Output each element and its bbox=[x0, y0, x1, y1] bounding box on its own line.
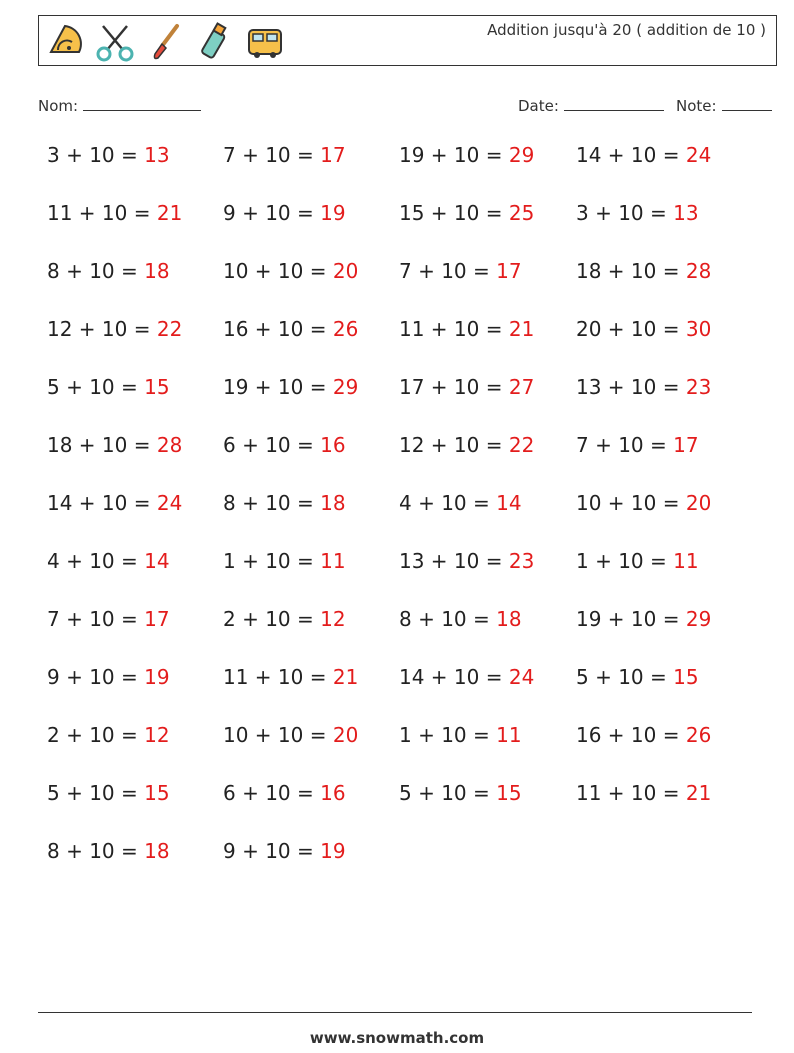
problem bbox=[576, 201, 699, 225]
problem-row bbox=[47, 433, 767, 473]
problem-row bbox=[47, 723, 767, 763]
problem-question: 19 + 10 = bbox=[223, 375, 333, 399]
problem-answer: 19 bbox=[144, 665, 170, 689]
paintbrush-icon bbox=[145, 22, 185, 62]
problem bbox=[576, 723, 711, 747]
problem-answer: 13 bbox=[673, 201, 699, 225]
problem-question: 13 + 10 = bbox=[399, 549, 509, 573]
note-field bbox=[676, 94, 772, 115]
problem-question: 2 + 10 = bbox=[47, 723, 145, 747]
problem bbox=[47, 259, 170, 283]
problem bbox=[576, 491, 711, 515]
problem-question: 10 + 10 = bbox=[576, 491, 686, 515]
problem-question: 5 + 10 = bbox=[399, 781, 497, 805]
problem bbox=[223, 839, 346, 863]
problem-answer: 18 bbox=[144, 839, 170, 863]
problem-question: 8 + 10 = bbox=[223, 491, 321, 515]
problem-answer: 29 bbox=[508, 143, 535, 167]
problem-answer: 27 bbox=[508, 375, 535, 399]
problem-question: 3 + 10 = bbox=[576, 201, 674, 225]
problem bbox=[47, 723, 170, 747]
problem-answer: 30 bbox=[685, 317, 712, 341]
problem-question: 1 + 10 = bbox=[576, 549, 674, 573]
problem-row bbox=[47, 201, 767, 241]
problem bbox=[47, 317, 182, 341]
problem-question: 11 + 10 = bbox=[47, 201, 157, 225]
problem-question: 19 + 10 = bbox=[399, 143, 509, 167]
problem-answer: 24 bbox=[685, 143, 712, 167]
problem-answer: 12 bbox=[144, 723, 170, 747]
problem-question: 1 + 10 = bbox=[399, 723, 497, 747]
problem-question: 20 + 10 = bbox=[576, 317, 686, 341]
problem-row bbox=[47, 549, 767, 589]
problem bbox=[399, 607, 522, 631]
problem-answer: 23 bbox=[685, 375, 712, 399]
problem-answer: 22 bbox=[508, 433, 535, 457]
problem-question: 16 + 10 = bbox=[576, 723, 686, 747]
problem bbox=[47, 665, 170, 689]
problem-row bbox=[47, 665, 767, 705]
problem-question: 9 + 10 = bbox=[223, 201, 321, 225]
problem-question: 16 + 10 = bbox=[223, 317, 333, 341]
note-label: Note: bbox=[676, 97, 717, 115]
problem-answer: 17 bbox=[320, 143, 346, 167]
problem bbox=[223, 723, 358, 747]
problem-answer: 16 bbox=[320, 433, 346, 457]
protractor-icon bbox=[45, 22, 85, 62]
problem-answer: 17 bbox=[496, 259, 522, 283]
problem-answer: 14 bbox=[496, 491, 522, 515]
problem-answer: 17 bbox=[144, 607, 170, 631]
problem-answer: 19 bbox=[320, 839, 346, 863]
problem-question: 1 + 10 = bbox=[223, 549, 321, 573]
problem-answer: 15 bbox=[144, 781, 170, 805]
problem-answer: 11 bbox=[496, 723, 522, 747]
problem bbox=[47, 491, 182, 515]
problem bbox=[47, 201, 182, 225]
problem bbox=[399, 375, 534, 399]
problem bbox=[47, 143, 170, 167]
problem-answer: 28 bbox=[156, 433, 183, 457]
problem bbox=[223, 781, 346, 805]
problem bbox=[223, 259, 358, 283]
problem bbox=[223, 607, 346, 631]
problem bbox=[399, 433, 534, 457]
problem-question: 12 + 10 = bbox=[47, 317, 157, 341]
problem-answer: 20 bbox=[332, 259, 359, 283]
problem bbox=[399, 781, 522, 805]
problem bbox=[399, 201, 534, 225]
problem bbox=[399, 143, 534, 167]
problem-question: 9 + 10 = bbox=[47, 665, 145, 689]
problem-question: 15 + 10 = bbox=[399, 201, 509, 225]
problem-answer: 11 bbox=[320, 549, 346, 573]
problem-question: 7 + 10 = bbox=[223, 143, 321, 167]
problem bbox=[47, 433, 182, 457]
problem-question: 10 + 10 = bbox=[223, 259, 333, 283]
problem-question: 5 + 10 = bbox=[576, 665, 674, 689]
problem-answer: 24 bbox=[508, 665, 535, 689]
problem-row bbox=[47, 143, 767, 183]
problem bbox=[399, 259, 522, 283]
problem-answer: 21 bbox=[156, 201, 183, 225]
worksheet-title: Addition jusqu'à 20 ( addition de 10 ) bbox=[487, 21, 766, 39]
problem-question: 4 + 10 = bbox=[399, 491, 497, 515]
problem-question: 11 + 10 = bbox=[223, 665, 333, 689]
problem bbox=[576, 433, 699, 457]
problem bbox=[576, 549, 699, 573]
problem-row bbox=[47, 259, 767, 299]
problem bbox=[399, 491, 522, 515]
problem-question: 19 + 10 = bbox=[576, 607, 686, 631]
problem-answer: 20 bbox=[685, 491, 712, 515]
date-field bbox=[518, 94, 664, 115]
problem-answer: 21 bbox=[332, 665, 359, 689]
name-blank bbox=[83, 94, 201, 111]
problem bbox=[223, 549, 346, 573]
problem bbox=[47, 607, 170, 631]
problem-row bbox=[47, 781, 767, 821]
problem-answer: 29 bbox=[332, 375, 359, 399]
name-field bbox=[38, 94, 201, 115]
problem-answer: 18 bbox=[144, 259, 170, 283]
problem bbox=[576, 607, 711, 631]
problem-row bbox=[47, 839, 767, 879]
school-bus-icon bbox=[245, 22, 285, 62]
problem bbox=[47, 549, 170, 573]
problem-question: 8 + 10 = bbox=[47, 259, 145, 283]
highlighter-icon bbox=[195, 22, 235, 62]
problem-question: 11 + 10 = bbox=[399, 317, 509, 341]
problem-question: 8 + 10 = bbox=[47, 839, 145, 863]
problem-row bbox=[47, 375, 767, 415]
problem bbox=[223, 317, 358, 341]
problem bbox=[399, 723, 522, 747]
problem-answer: 15 bbox=[496, 781, 522, 805]
footer-site: www.snowmath.com bbox=[309, 1029, 485, 1047]
problem bbox=[399, 549, 534, 573]
problem-question: 7 + 10 = bbox=[47, 607, 145, 631]
date-blank bbox=[564, 94, 664, 111]
problem-question: 4 + 10 = bbox=[47, 549, 145, 573]
scissors-icon bbox=[95, 22, 135, 62]
problem-question: 2 + 10 = bbox=[223, 607, 321, 631]
problem bbox=[399, 665, 534, 689]
problem-answer: 15 bbox=[673, 665, 699, 689]
problem-answer: 12 bbox=[320, 607, 346, 631]
problem-question: 11 + 10 = bbox=[576, 781, 686, 805]
problem-row bbox=[47, 317, 767, 357]
problem-answer: 18 bbox=[320, 491, 346, 515]
problem-answer: 23 bbox=[508, 549, 535, 573]
problem-answer: 26 bbox=[685, 723, 712, 747]
problem-question: 18 + 10 = bbox=[47, 433, 157, 457]
problem-question: 7 + 10 = bbox=[399, 259, 497, 283]
problem-answer: 29 bbox=[685, 607, 712, 631]
problem-question: 10 + 10 = bbox=[223, 723, 333, 747]
problem-question: 14 + 10 = bbox=[399, 665, 509, 689]
problem bbox=[576, 317, 711, 341]
problem-question: 5 + 10 = bbox=[47, 781, 145, 805]
problem-answer: 16 bbox=[320, 781, 346, 805]
problem bbox=[223, 375, 358, 399]
problem-question: 6 + 10 = bbox=[223, 433, 321, 457]
problem-question: 13 + 10 = bbox=[576, 375, 686, 399]
problem-answer: 24 bbox=[156, 491, 183, 515]
problem-answer: 21 bbox=[685, 781, 712, 805]
date-label: Date: bbox=[518, 97, 559, 115]
problem-answer: 20 bbox=[332, 723, 359, 747]
problem-question: 18 + 10 = bbox=[576, 259, 686, 283]
name-label: Nom: bbox=[38, 97, 79, 115]
worksheet-header bbox=[38, 15, 777, 66]
problem-answer: 13 bbox=[144, 143, 170, 167]
problem bbox=[223, 433, 346, 457]
problem-row bbox=[47, 607, 767, 647]
problem-question: 17 + 10 = bbox=[399, 375, 509, 399]
problem bbox=[47, 781, 170, 805]
problem bbox=[576, 665, 699, 689]
problem bbox=[223, 665, 358, 689]
problem-answer: 17 bbox=[673, 433, 699, 457]
header-icons bbox=[45, 22, 285, 62]
problem bbox=[576, 781, 711, 805]
problem-answer: 28 bbox=[685, 259, 712, 283]
problem-question: 8 + 10 = bbox=[399, 607, 497, 631]
problem-row bbox=[47, 491, 767, 531]
problem-answer: 14 bbox=[144, 549, 170, 573]
problem bbox=[576, 259, 711, 283]
problem bbox=[223, 491, 346, 515]
problem-answer: 15 bbox=[144, 375, 170, 399]
problem-answer: 11 bbox=[673, 549, 699, 573]
problem-question: 9 + 10 = bbox=[223, 839, 321, 863]
problem-answer: 26 bbox=[332, 317, 359, 341]
problem-question: 14 + 10 = bbox=[576, 143, 686, 167]
problem bbox=[399, 317, 534, 341]
problem bbox=[47, 375, 170, 399]
problem-answer: 25 bbox=[508, 201, 535, 225]
problem-question: 14 + 10 = bbox=[47, 491, 157, 515]
note-blank bbox=[722, 94, 772, 111]
problem-question: 6 + 10 = bbox=[223, 781, 321, 805]
problem bbox=[223, 201, 346, 225]
problem bbox=[47, 839, 170, 863]
problem bbox=[576, 375, 711, 399]
problem-answer: 21 bbox=[508, 317, 535, 341]
problem-question: 7 + 10 = bbox=[576, 433, 674, 457]
problem-answer: 18 bbox=[496, 607, 522, 631]
footer-divider bbox=[38, 1012, 752, 1013]
problem bbox=[576, 143, 711, 167]
problem-question: 5 + 10 = bbox=[47, 375, 145, 399]
problem-answer: 19 bbox=[320, 201, 346, 225]
problem-question: 12 + 10 = bbox=[399, 433, 509, 457]
problem-answer: 22 bbox=[156, 317, 183, 341]
problem-question: 3 + 10 = bbox=[47, 143, 145, 167]
problem bbox=[223, 143, 346, 167]
